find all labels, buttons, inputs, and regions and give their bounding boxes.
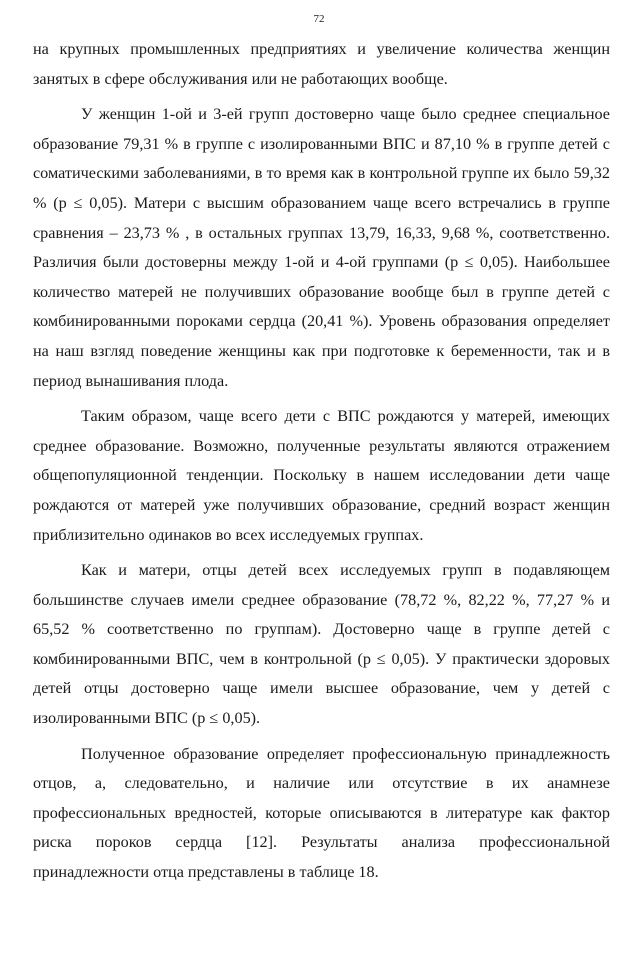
page-number: 72 xyxy=(313,13,325,25)
paragraph-4: Как и матери, отцы детей всех исследуемых групп в подавляющем большинстве случаев имели среднее образование (78,72 %, 82,22 %, 77,27 % и 65,52 % соответственно по группам). Достоверно чаще в группе детей с комбинированными ВПС, чем в контрольной (р ≤ 0,05). У практически здоровых детей отцы достоверно чаще имели высшее образование, чем у детей с изолированными ВПС (р ≤ 0,05). xyxy=(33,561,610,728)
paragraph-5: Полученное образование определяет профессиональную принадлежность отцов, а, следовательно, и наличие или отсутствие в их анамнезе профессиональных вредностей, которые описываются в литературе как фактор риска пороков сердца [12]. Результаты анализа профессиональной принадлежности отца представлены в таблице 18. xyxy=(33,744,610,882)
paragraph-3: Таким образом, чаще всего дети с ВПС рождаются у матерей, имеющих среднее образование. Возможно, полученные результаты являются отражением общепопуляционной тенденции. Поскольку в нашем исследовании дети чаще рождаются от матерей уже получивших образование, средний возраст женщин приблизительно одинаков во всех исследуемых группах. xyxy=(33,407,610,544)
paragraph-1: на крупных промышленных предприятиях и увеличение количества женщин занятых в сфере обслуживания или не работающих вообще. xyxy=(33,40,610,88)
body-text xyxy=(33,35,610,888)
paragraph-2: У женщин 1-ой и 3-ей групп достоверно чаще было среднее специальное образование 79,31 % в группе с изолированными ВПС и 87,10 % в группе детей с соматическими заболеваниями, в то время как в контрольной группе их было 59,32 % (р ≤ 0,05). Матери с высшим образованием чаще всего встречались в группе сравнения – 23,73 % , в остальных группах 13,79, 16,33, 9,68 %, соответственно. Различия были достоверны между 1-ой и 4-ой группами (р ≤ 0,05). Наибольшее количество матерей не получивших образование вообще был в группе детей с комбинированными пороками сердца (20,41 %). Уровень образования определяет на наш взгляд поведение женщины как при подготовке к беременности, так и в период вынашивания плода. xyxy=(33,105,610,390)
